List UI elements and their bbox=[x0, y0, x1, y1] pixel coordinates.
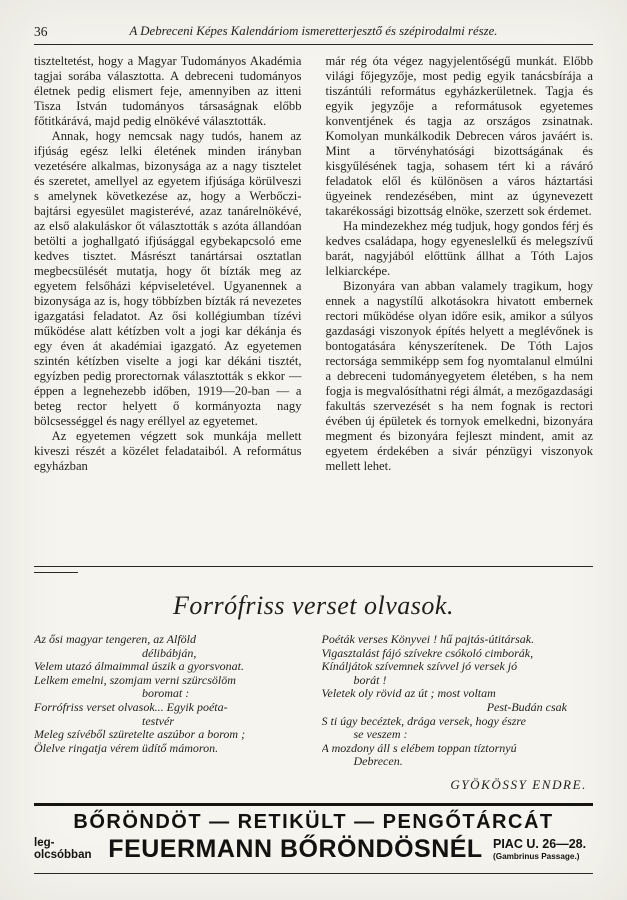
poem-line: Poéták verses Könyvei ! hű pajtás-útitársak. bbox=[321, 633, 535, 646]
article-paragraph: tiszteltetést, hogy a Magyar Tudományos Akadémia tagjai sorába választotta. A debreceni tudományos életnek pedig elismert feje, amennyiben az itteni Tisza István tudományos társaságnak előbb főtitkárává, majd pedig elnökévé választották. bbox=[34, 54, 302, 128]
poem-line: Kínáljátok szívemnek szívvel jó versek jó bbox=[321, 660, 518, 674]
poem-line: borát ! bbox=[353, 673, 387, 687]
article-paragraph: Az egyetemen végzett sok munkája mellett kiveszi részét a közélet feladataiból. A református egyházban bbox=[34, 429, 302, 473]
poem-line: Pest-Budán csak bbox=[486, 700, 567, 714]
poem-line: S ti úgy becéztek, drága versek, hogy észre bbox=[321, 714, 526, 728]
ad-cheapest-line1: leg- bbox=[34, 837, 55, 850]
section-divider-tick bbox=[34, 572, 78, 573]
poem-line: Vigasztalást fájó szívekre csókoló cimborák, bbox=[321, 646, 534, 660]
ad-address-passage: (Gambrinus Passage.) bbox=[493, 851, 580, 861]
poem-line: Forrófriss verset olvasok... Egyik poéta- bbox=[34, 700, 228, 714]
page-number: 36 bbox=[34, 24, 48, 39]
poem-line: délibábján, bbox=[142, 646, 197, 660]
poem-title: Forrófriss verset olvasok. bbox=[173, 591, 454, 620]
poem-line: Debrecen. bbox=[353, 755, 403, 769]
poem-left-stanza bbox=[34, 633, 306, 769]
poem-line: testvér bbox=[142, 714, 174, 728]
poem-section bbox=[34, 591, 593, 793]
bottom-rule bbox=[34, 873, 593, 874]
poem-line: Veletek oly rövid az út ; most voltam bbox=[321, 687, 496, 701]
ad-row bbox=[34, 835, 593, 864]
ad-cheapest-line2: olcsóbban bbox=[34, 849, 92, 862]
article bbox=[34, 54, 593, 559]
poem-columns bbox=[34, 633, 593, 769]
article-left-column bbox=[34, 54, 302, 559]
section-divider-line bbox=[34, 566, 593, 567]
ad-address bbox=[493, 838, 593, 861]
article-paragraph: Annak, hogy nemcsak nagy tudós, hanem az ifjúság egész lelki életének minden irányban vezetésére alkalmas, bizonysága az a nagy tisztelet és szeretet, amellyel az egyetem ifjúsága körülveszi s amelynek következése az, hogy a Werbőczi-bajtársi egyesület magisterévé, azaz tanárelnökévé, az első alakuláskor őt választották s azóta állandóan betölti a joghallgató ifjúsággal egybekapcsoló eme kedves tisztet. Másrészt tanártársai osztatlan megbecsülését mutatja, hogy őt bízták meg az egyetem felsőházi képviseletével. Ugyanennek a bizonysága az is, hogy többízben bízták rá nevezetes igazgatási feladatot. Az ősi kollégiumban tízévi működése alatt kétízben volt a jogi kar dékánja és egy éven át akadémiai igazgató. Az egyetemen szintén kétízben viselte a jogi kar dékáni tisztét, egyízben pedig prorectornak választották s ekkor — éppen a legnehezebb időben, 1919—20-ban — a beteg rector helyett ő kormányozta nagy bölcsességgel és nagy eréllyel az egyetemet. bbox=[34, 129, 302, 428]
ad-top-rule bbox=[34, 803, 593, 806]
header-rule bbox=[34, 44, 593, 45]
poem-line: Velem utazó álmaimmal úszik a gyorsvonat. bbox=[34, 660, 244, 674]
advertisement bbox=[34, 811, 593, 864]
poem-line: se veszem : bbox=[353, 728, 408, 742]
header-title: A Debreceni Képes Kalendáriom ismeretterjesztő és szépirodalmi része. bbox=[129, 24, 498, 38]
poem-line: boromat : bbox=[142, 687, 190, 701]
article-paragraph: Bizonyára van abban valamely tragikum, hogy ennek a nagystílű alkotásokra hivatott embernek rectori működése olyan időre esik, amikor a súlyos gazdasági viszonyok építés helyett a meglévőnek is bontogatására kényszerítenek. De Tóth Lajos rectorsága semmiképp sem fog nyomtalanul elmúlni a debreceni tudományegyetem életében, s ha nem fogja is megvalósíthatni régi álmát, a mezőgazdasági fakultás szervezését s ha nem fognak is rectori évében új épületek és tornyok emelkedni, bizonyára megment és bizonyára fejleszt mindent, amit az egyetem érdekében a sivár pénzügyi viszonyok mellett lehet. bbox=[325, 279, 593, 473]
article-right-column bbox=[326, 54, 594, 559]
article-paragraph: már rég óta végez nagyjelentőségű munkát. Előbb világi főjegyzője, most pedig egyik tanácsbírája a tiszántúli református egyházkerületnek. Tagja és egyik jegyzője a reformátusok egyetemes konventjének és tagja az országos zsinatnak. Komolyan munkálkodik Debrecen város javáért is. Mint a törvényhatósági bizottságának és kisgyűlésének tagja, sohasem tért ki a ráváró feladatok elől és különösen a város háztartási ügyeinek rendezésében, mint az úgynevezett takarékossági bizottság elnöke, szerzett sok érdemet. bbox=[325, 54, 593, 218]
poem-line: Az ősi magyar tengeren, az Alföld bbox=[34, 633, 196, 646]
ad-store-name: FEUERMANN BŐRÖNDÖSNÉL bbox=[108, 834, 483, 863]
poem-right-stanza bbox=[322, 633, 594, 769]
poem-line: A mozdony áll s elébem toppan tíztornyú bbox=[321, 741, 517, 755]
page-header bbox=[34, 24, 593, 41]
article-paragraph: Ha mindezekhez még tudjuk, hogy gondos férj és kedves családapa, hogy egyeneslelkű és melegszívű barát, nagyjából előttünk állhat a Tóth Lajos lelkiarcképe. bbox=[325, 219, 593, 278]
ad-headline: BŐRÖNDÖT — RETIKÜLT — PENGŐTÁRCÁT bbox=[73, 810, 554, 833]
poem-line: Ölelve ringatja vérem üdítő mámoron. bbox=[34, 741, 219, 755]
poem-line: Lelkem emelni, szomjam verni szürcsölöm bbox=[34, 673, 236, 687]
ad-address-street: PIAC U. 26—28. bbox=[493, 837, 587, 852]
poem-author: GYÖKÖSSY ENDRE. bbox=[450, 776, 587, 792]
poem-line: Meleg szívéből szüretelte aszúbor a borom ; bbox=[34, 728, 246, 742]
ad-cheapest-label bbox=[34, 837, 98, 861]
